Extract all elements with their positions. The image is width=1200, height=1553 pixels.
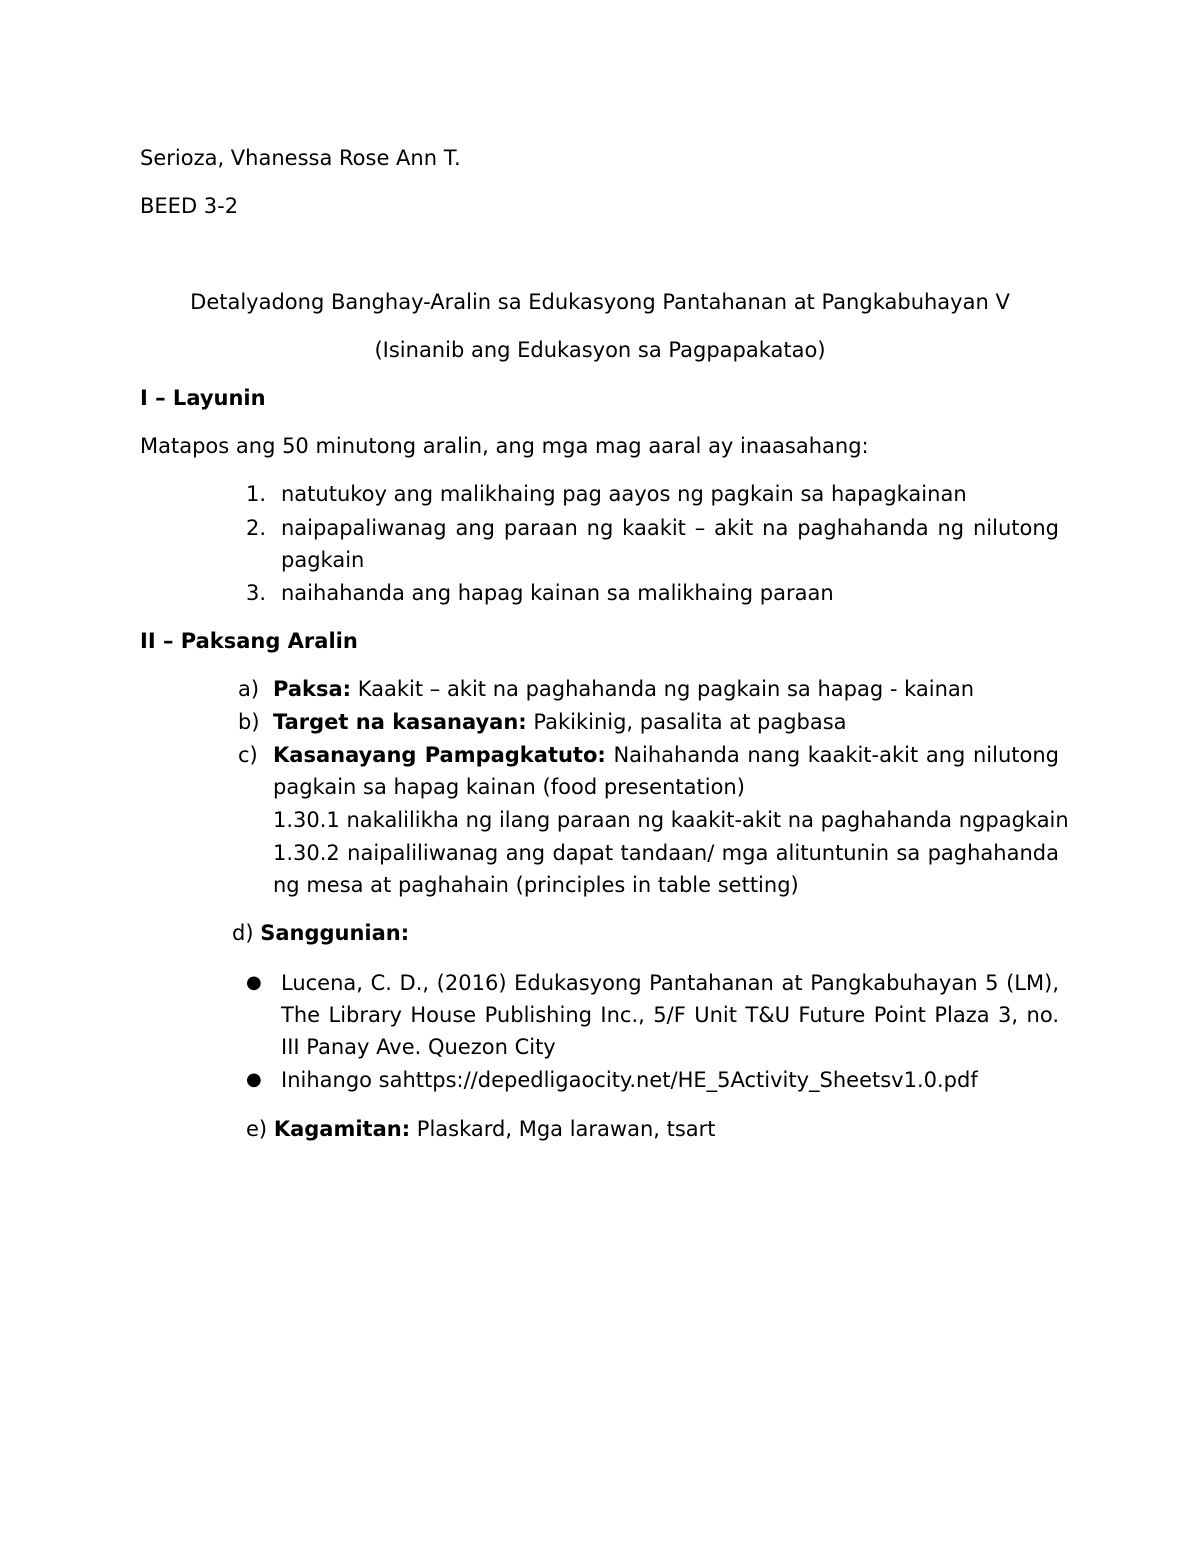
- reference-item: Lucena, C. D., (2016) Edukasyong Pantahanan at Pangkabuhayan 5 (LM), The Library House Publishing Inc., 5/F Unit T&U Future Point Plaza 3, no. III Panay Ave. Quezon City: [281, 971, 1059, 1059]
- list-marker: e): [246, 1117, 268, 1141]
- item-text: Kaakit – akit na paghahanda ng pagkain sa hapag - kainan: [351, 677, 975, 701]
- item-label: Kasanayang Pampagkatuto:: [273, 743, 606, 767]
- list-number: 2.: [246, 516, 267, 540]
- objective-item: naihahanda ang hapag kainan sa malikhaing paraan: [281, 581, 834, 605]
- objectives-intro: Matapos ang 50 minutong aralin, ang mga mag aaral ay inaasahang:: [140, 434, 869, 458]
- item-text: Pakikinig, pasalita at pagbasa: [526, 710, 847, 734]
- competency-sub-item: 1.30.2 naipaliliwanag ang dapat tandaan/ mga alituntunin sa paghahanda ng mesa at paghahain (principles in table setting): [273, 841, 1059, 897]
- list-number: 3.: [246, 581, 267, 605]
- topic-item: [273, 673, 974, 705]
- reference-item: Inihango sahttps://depedligaocity.net/HE_5Activity_Sheetsv1.0.pdf: [281, 1068, 978, 1092]
- section-heading-paksang-aralin: II – Paksang Aralin: [140, 629, 358, 653]
- student-name: Serioza, Vhanessa Rose Ann T.: [140, 146, 461, 170]
- list-marker: a): [238, 677, 260, 701]
- objective-item: natutukoy ang malikhaing pag aayos ng pagkain sa hapagkainan: [281, 482, 967, 506]
- item-label: Paksa:: [273, 677, 352, 701]
- competency-sub-item: 1.30.1 nakalilikha ng ilang paraan ng kaakit-akit na paghahanda ngpagkain: [273, 808, 1069, 832]
- list-number: 1.: [246, 482, 267, 506]
- item-text: Naihahanda nang kaakit-akit ang nilutong pagkain sa hapag kainan (food presentation): [273, 743, 1059, 799]
- section-heading-layunin: I – Layunin: [140, 386, 266, 410]
- document-title: Detalyadong Banghay-Aralin sa Edukasyong Pantahanan at Pangkabuhayan V: [190, 290, 1010, 314]
- list-marker: c): [238, 743, 258, 767]
- bullet-icon: ●: [246, 1069, 262, 1090]
- list-marker: b): [238, 710, 260, 734]
- list-marker: d): [232, 921, 254, 945]
- item-label: Sanggunian:: [260, 921, 410, 945]
- materials-item: [246, 1113, 716, 1145]
- item-label: Kagamitan:: [273, 1117, 411, 1141]
- references-heading: [232, 917, 409, 949]
- target-skill-item: [273, 706, 847, 738]
- learning-competency-item: [273, 739, 1059, 803]
- objective-item: naipapaliwanag ang paraan ng kaakit – akit na paghahanda ng nilutong pagkain: [281, 516, 1059, 572]
- item-label: Target na kasanayan:: [273, 710, 527, 734]
- document-subtitle: (Isinanib ang Edukasyon sa Pagpapakatao): [374, 338, 826, 362]
- item-text: Plaskard, Mga larawan, tsart: [410, 1117, 716, 1141]
- bullet-icon: ●: [246, 972, 262, 993]
- student-section: BEED 3-2: [140, 194, 239, 218]
